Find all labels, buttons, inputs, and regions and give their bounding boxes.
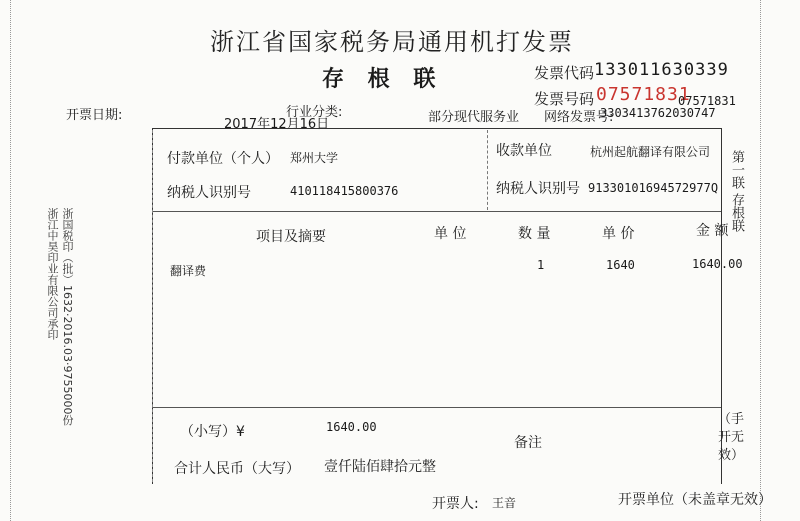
- col-header-unit: 单 位: [434, 226, 467, 242]
- total-small-label: （小写）¥: [180, 424, 245, 440]
- network-invoice-number: 3303413762030747: [600, 106, 716, 120]
- handwritten-void-note: （手开无效）: [718, 412, 745, 463]
- copy-subtitle: 存 根 联: [322, 67, 444, 92]
- printer-note: [46, 208, 74, 425]
- payee-name: 杭州起航翻译有限公司: [590, 145, 711, 159]
- invoice-number-label: 发票号码: [534, 90, 595, 108]
- network-invoice-label: 网络发票号:: [544, 110, 614, 125]
- divider-payer-payee: [487, 130, 488, 210]
- issuer-name: 王音: [492, 496, 517, 510]
- total-small-value: 1640.00: [326, 420, 377, 434]
- edge-perforation-left: [10, 0, 11, 521]
- payee-tax-id-label: 纳税人识别号: [496, 181, 580, 197]
- remark-label: 备注: [514, 435, 542, 451]
- divider-items-totals: [152, 407, 721, 408]
- copy-label-vertical: 第一联 存根联: [729, 150, 744, 233]
- col-header-quantity: 数 量: [518, 226, 551, 242]
- industry-value: 部分现代服务业: [428, 110, 520, 125]
- row-description: 翻译费: [170, 264, 207, 278]
- printer-note-line-2: 浙江中昊印业有限公司承印: [46, 208, 59, 340]
- payee-seal-label: 开票单位（未盖章无效）: [618, 492, 772, 508]
- payee-tax-id: 91330101694572977Q: [588, 181, 719, 195]
- invoice-code: 133011630339: [594, 60, 729, 80]
- invoice-number-printed: 07571831: [678, 94, 736, 108]
- printer-note-line-1: 浙国税印（批）1632·2016.03·9755000份: [61, 208, 74, 426]
- col-header-amount: 金 额: [696, 223, 729, 239]
- divider-party-items: [152, 211, 721, 212]
- issue-date-label: 开票日期:: [66, 108, 123, 123]
- left-perforation: [152, 130, 153, 482]
- payer-tax-id-label: 纳税人识别号: [167, 185, 251, 201]
- edge-perforation-right: [760, 0, 761, 521]
- payee-name-label: 收款单位: [496, 143, 552, 159]
- issuer-label: 开票人:: [432, 496, 479, 512]
- payer-tax-id: 410118415800376: [290, 184, 399, 198]
- col-header-unit-price: 单 价: [602, 226, 635, 242]
- issue-date: 2017年12月16日: [224, 117, 330, 132]
- invoice-code-label: 发票代码: [534, 64, 595, 82]
- total-capital-label: 合计人民币（大写）: [174, 461, 300, 477]
- row-quantity: 1: [537, 258, 545, 272]
- row-amount: 1640.00: [692, 257, 743, 271]
- industry-label: 行业分类:: [286, 105, 343, 120]
- total-capital-value: 壹仟陆佰肆拾元整: [324, 459, 436, 475]
- payer-name-label: 付款单位（个人）: [167, 151, 279, 167]
- col-header-description: 项目及摘要: [256, 229, 326, 245]
- row-unit-price: 1640: [606, 258, 635, 272]
- invoice-title: 浙江省国家税务局通用机打发票: [210, 28, 574, 56]
- invoice-number-red: 07571831: [596, 84, 691, 105]
- payer-name: 郑州大学: [290, 151, 339, 165]
